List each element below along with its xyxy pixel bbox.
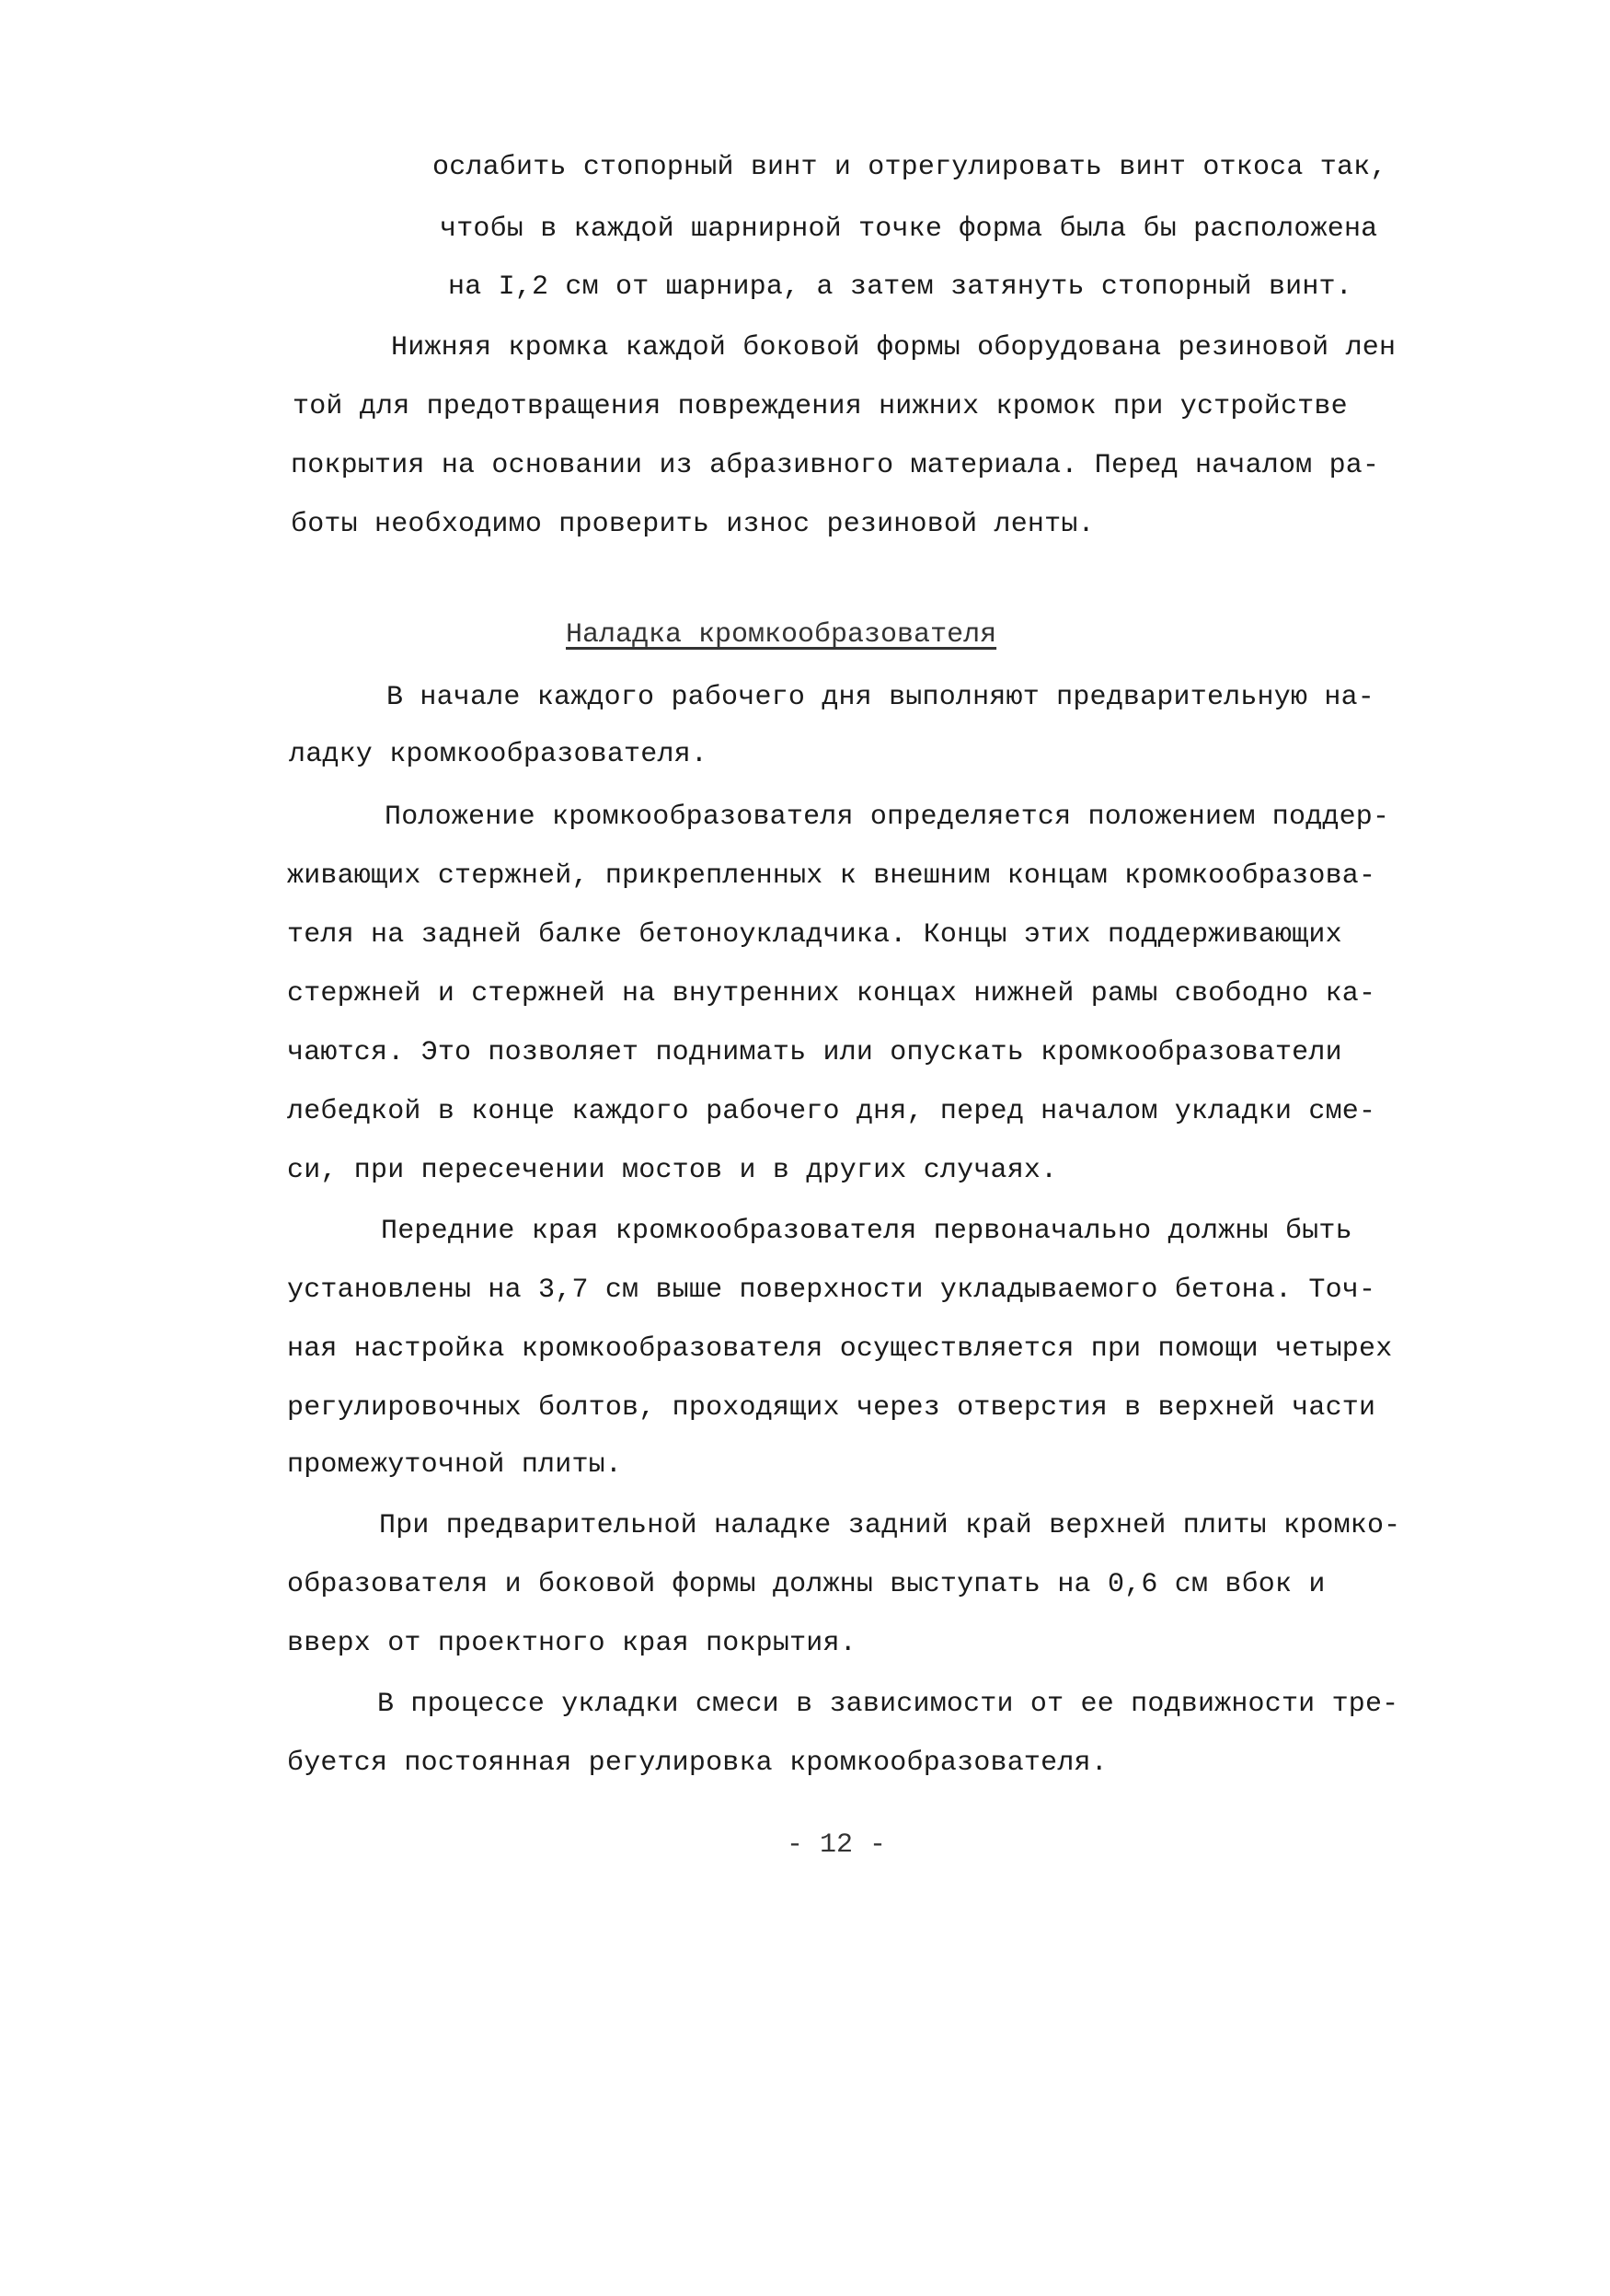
- text-line: ная настройка кромкообразователя осуществляется при помощи четырех: [287, 1333, 1393, 1365]
- text-line: установлены на 3,7 см выше поверхности укладываемого бетона. Точ-: [287, 1275, 1376, 1306]
- text-line: Нижняя кромка каждой боковой формы оборудована резиновой лен: [391, 332, 1397, 363]
- page-number: - 12 -: [787, 1829, 887, 1861]
- text-line: буется постоянная регулировка кромкообразователя.: [287, 1748, 1108, 1779]
- text-line: При предварительной наладке задний край верхней плиты кромко-: [379, 1510, 1401, 1541]
- text-line: В процессе укладки смеси в зависимости от ее подвижности тре-: [377, 1689, 1399, 1720]
- text-line: образователя и боковой формы должны выступать на 0,6 см вбок и: [287, 1569, 1326, 1600]
- text-line: живающих стержней, прикрепленных к внешним концам кромкообразова-: [287, 860, 1376, 892]
- section-heading: Наладка кромкообразователя: [566, 619, 997, 651]
- text-line: той для предотвращения повреждения нижних кромок при устройстве: [293, 391, 1348, 422]
- text-line: чтобы в каждой шарнирной точке форма была бы расположена: [440, 213, 1378, 245]
- text-line: покрытия на основании из абразивного материала. Перед началом ра-: [291, 450, 1380, 481]
- text-line: промежуточной плиты.: [287, 1449, 623, 1481]
- text-line: стержней и стержней на внутренних концах нижней рамы свободно ка-: [287, 978, 1376, 1010]
- text-line: си, при пересечении мостов и в других случаях.: [287, 1155, 1058, 1186]
- text-line: лебедкой в конце каждого рабочего дня, перед началом укладки сме-: [287, 1096, 1376, 1127]
- text-line: ладку кромкообразователя.: [289, 739, 708, 770]
- text-line: теля на задней балке бетоноукладчика. Концы этих поддерживающих: [287, 919, 1342, 951]
- text-line: на I,2 см от шарнира, а затем затянуть стопорный винт.: [448, 271, 1352, 303]
- text-line: Положение кромкообразователя определяется положением поддер-: [385, 802, 1390, 833]
- text-line: В начале каждого рабочего дня выполняют предварительную на-: [386, 682, 1374, 713]
- text-line: вверх от проектного края покрытия.: [287, 1628, 857, 1659]
- text-line: ослабить стопорный винт и отрегулировать винт откоса так,: [432, 152, 1387, 183]
- text-line: чаются. Это позволяет поднимать или опускать кромкообразователи: [287, 1037, 1342, 1068]
- text-line: Передние края кромкообразователя первоначально должны быть: [381, 1216, 1352, 1247]
- text-line: регулировочных болтов, проходящих через отверстия в верхней части: [287, 1392, 1376, 1424]
- text-line: боты необходимо проверить износ резиновой ленты.: [291, 509, 1095, 540]
